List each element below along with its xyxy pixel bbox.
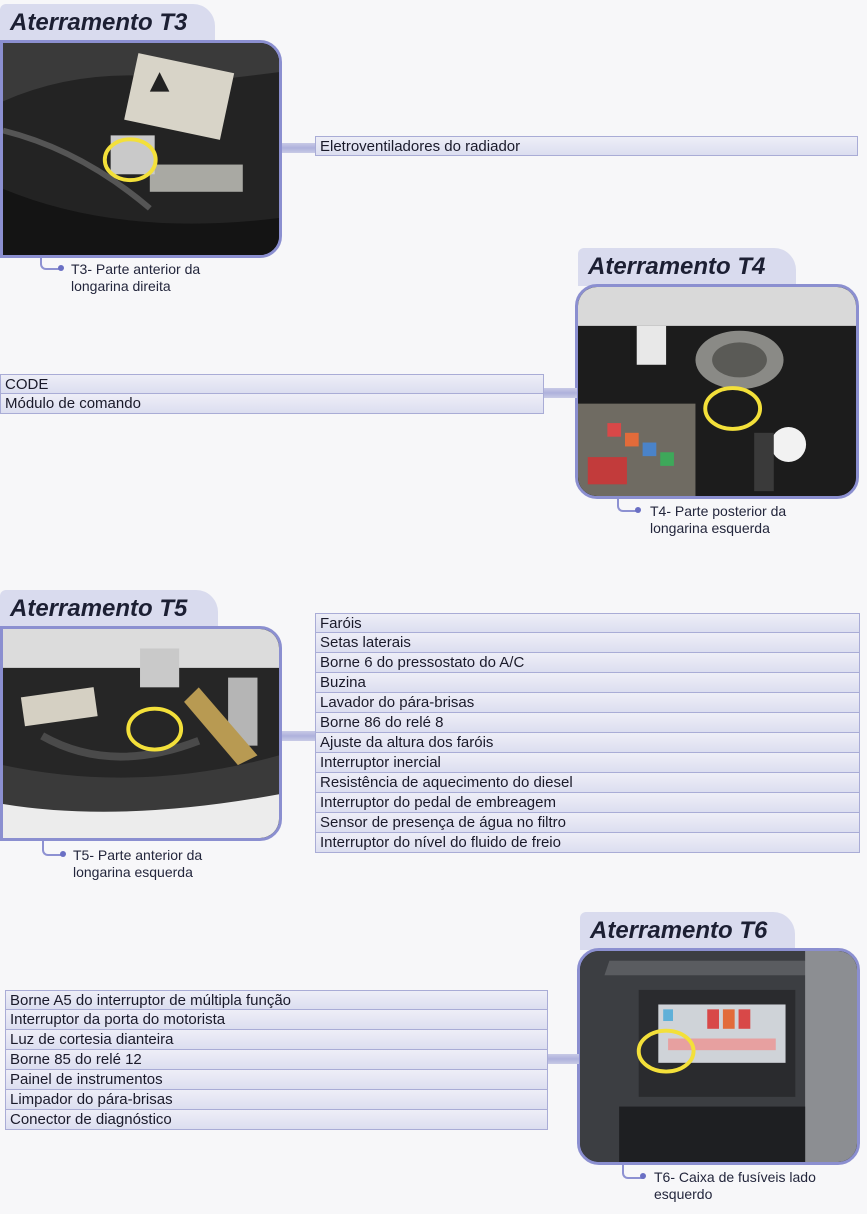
t6-title: Aterramento T6	[580, 912, 795, 950]
t5-caption-dot	[60, 851, 66, 857]
caption-line-1: T5- Parte anterior da	[73, 847, 203, 863]
caption-line-2: longarina direita	[71, 278, 171, 294]
t4-connector	[543, 388, 577, 398]
caption-line-1: T4- Parte posterior da	[650, 503, 787, 519]
t4-caption-dot	[635, 507, 641, 513]
t6-photo	[577, 948, 860, 1165]
t6-caption	[654, 1169, 816, 1203]
list-item: Eletroventiladores do radiador	[315, 136, 858, 156]
caption-line-1: T6- Caixa de fusíveis lado	[654, 1169, 816, 1185]
list-item: Borne A5 do interruptor de múltipla função	[5, 990, 548, 1010]
list-item: Interruptor do nível do fluido de freio	[315, 833, 860, 853]
list-item: Interruptor inercial	[315, 753, 860, 773]
list-item: Luz de cortesia dianteira	[5, 1030, 548, 1050]
caption-line-2: esquerdo	[654, 1186, 713, 1202]
list-item: Lavador do pára-brisas	[315, 693, 860, 713]
t3-list	[315, 136, 858, 156]
t5-caption	[73, 847, 202, 881]
list-item: Resistência de aquecimento do diesel	[315, 773, 860, 793]
list-item: Borne 6 do pressostato do A/C	[315, 653, 860, 673]
t3-photo	[0, 40, 282, 258]
t4-title: Aterramento T4	[578, 248, 796, 286]
caption-line-2: longarina esquerda	[650, 520, 770, 536]
t5-title: Aterramento T5	[0, 590, 218, 628]
list-item: CODE	[0, 374, 544, 394]
t5-photo	[0, 626, 282, 841]
list-item: Interruptor da porta do motorista	[5, 1010, 548, 1030]
t6-connector	[547, 1054, 579, 1064]
t3-title: Aterramento T3	[0, 4, 215, 42]
list-item: Painel de instrumentos	[5, 1070, 548, 1090]
list-item: Ajuste da altura dos faróis	[315, 733, 860, 753]
t3-connector	[282, 143, 316, 153]
t5-connector	[282, 731, 316, 741]
t6-list	[5, 990, 548, 1130]
t4-caption	[650, 503, 786, 537]
caption-line-2: longarina esquerda	[73, 864, 193, 880]
list-item: Borne 85 do relé 12	[5, 1050, 548, 1070]
t6-caption-dot	[640, 1173, 646, 1179]
t3-caption-dot	[58, 265, 64, 271]
list-item: Setas laterais	[315, 633, 860, 653]
list-item: Interruptor do pedal de embreagem	[315, 793, 860, 813]
t5-list	[315, 613, 860, 853]
list-item: Borne 86 do relé 8	[315, 713, 860, 733]
t4-list	[0, 374, 544, 414]
list-item: Sensor de presença de água no filtro	[315, 813, 860, 833]
list-item: Módulo de comando	[0, 394, 544, 414]
t3-caption	[71, 261, 200, 295]
list-item: Limpador do pára-brisas	[5, 1090, 548, 1110]
list-item: Faróis	[315, 613, 860, 633]
list-item: Conector de diagnóstico	[5, 1110, 548, 1130]
t4-photo	[575, 284, 859, 499]
caption-line-1: T3- Parte anterior da	[71, 261, 201, 277]
list-item: Buzina	[315, 673, 860, 693]
